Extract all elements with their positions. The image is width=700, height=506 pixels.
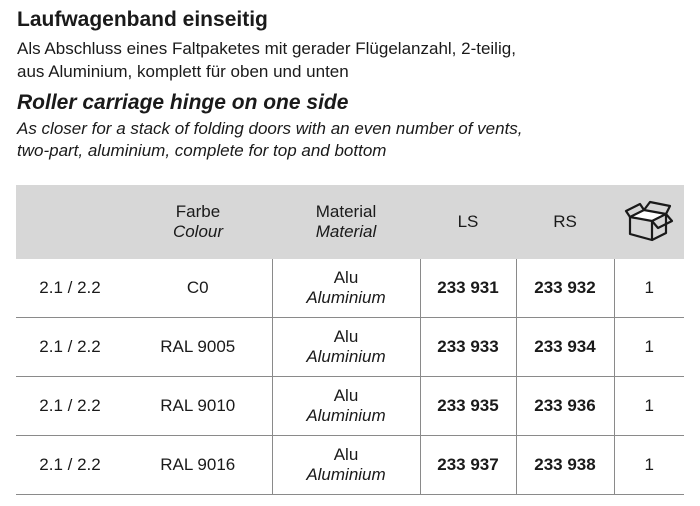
- description-english-line-1: As closer for a stack of folding doors with an even number of vents,: [17, 119, 523, 138]
- table-header-row: [16, 185, 684, 259]
- cell-material: [272, 436, 420, 495]
- cell-material-de: Alu: [333, 386, 359, 405]
- header-colour-en: Colour: [172, 222, 224, 241]
- cell-size: 2.1 / 2.2: [16, 436, 124, 495]
- table-row: [16, 377, 684, 436]
- cell-material-en: Aluminium: [306, 288, 386, 307]
- cell-material: [272, 318, 420, 377]
- cell-material-de: Alu: [333, 327, 359, 346]
- header-colour-de: Farbe: [175, 202, 221, 221]
- cell-material-en: Aluminium: [306, 406, 386, 425]
- cell-material-en: Aluminium: [306, 347, 386, 366]
- cell-size: 2.1 / 2.2: [16, 377, 124, 436]
- cell-material: [272, 259, 420, 318]
- cell-size: 2.1 / 2.2: [16, 259, 124, 318]
- table-row: [16, 259, 684, 318]
- cell-material-de: Alu: [333, 445, 359, 464]
- table-row: [16, 436, 684, 495]
- cell-ls: 233 931: [420, 259, 516, 318]
- product-table: [16, 185, 684, 495]
- title-german: Laufwagenband einseitig: [17, 8, 268, 31]
- cell-ls: 233 933: [420, 318, 516, 377]
- cell-rs: 233 938: [516, 436, 614, 495]
- cell-material-en: Aluminium: [306, 465, 386, 484]
- cell-size: 2.1 / 2.2: [16, 318, 124, 377]
- header-ls: LS: [420, 185, 516, 259]
- description-german-line-1: Als Abschluss eines Faltpaketes mit gerader Flügelanzahl, 2-teilig,: [17, 39, 516, 58]
- header-size: [16, 185, 124, 259]
- header-package: [614, 185, 684, 259]
- cell-ls: 233 935: [420, 377, 516, 436]
- cell-colour: RAL 9010: [124, 377, 272, 436]
- cell-rs: 233 936: [516, 377, 614, 436]
- box-icon: [624, 198, 674, 247]
- cell-colour: RAL 9016: [124, 436, 272, 495]
- cell-qty: 1: [614, 259, 684, 318]
- cell-ls: 233 937: [420, 436, 516, 495]
- cell-colour: C0: [124, 259, 272, 318]
- cell-material: [272, 377, 420, 436]
- header-colour: [124, 185, 272, 259]
- cell-colour: RAL 9005: [124, 318, 272, 377]
- description-english-line-2: two-part, aluminium, complete for top and bottom: [17, 141, 387, 160]
- cell-rs: 233 932: [516, 259, 614, 318]
- header-rs: RS: [516, 185, 614, 259]
- cell-qty: 1: [614, 377, 684, 436]
- cell-qty: 1: [614, 318, 684, 377]
- title-english: Roller carriage hinge on one side: [17, 91, 349, 114]
- table-row: [16, 318, 684, 377]
- header-material-de: Material: [315, 202, 377, 221]
- description-german-line-2: aus Aluminium, komplett für oben und unten: [17, 62, 349, 81]
- header-material: [272, 185, 420, 259]
- cell-rs: 233 934: [516, 318, 614, 377]
- cell-qty: 1: [614, 436, 684, 495]
- header-material-en: Material: [315, 222, 377, 241]
- cell-material-de: Alu: [333, 268, 359, 287]
